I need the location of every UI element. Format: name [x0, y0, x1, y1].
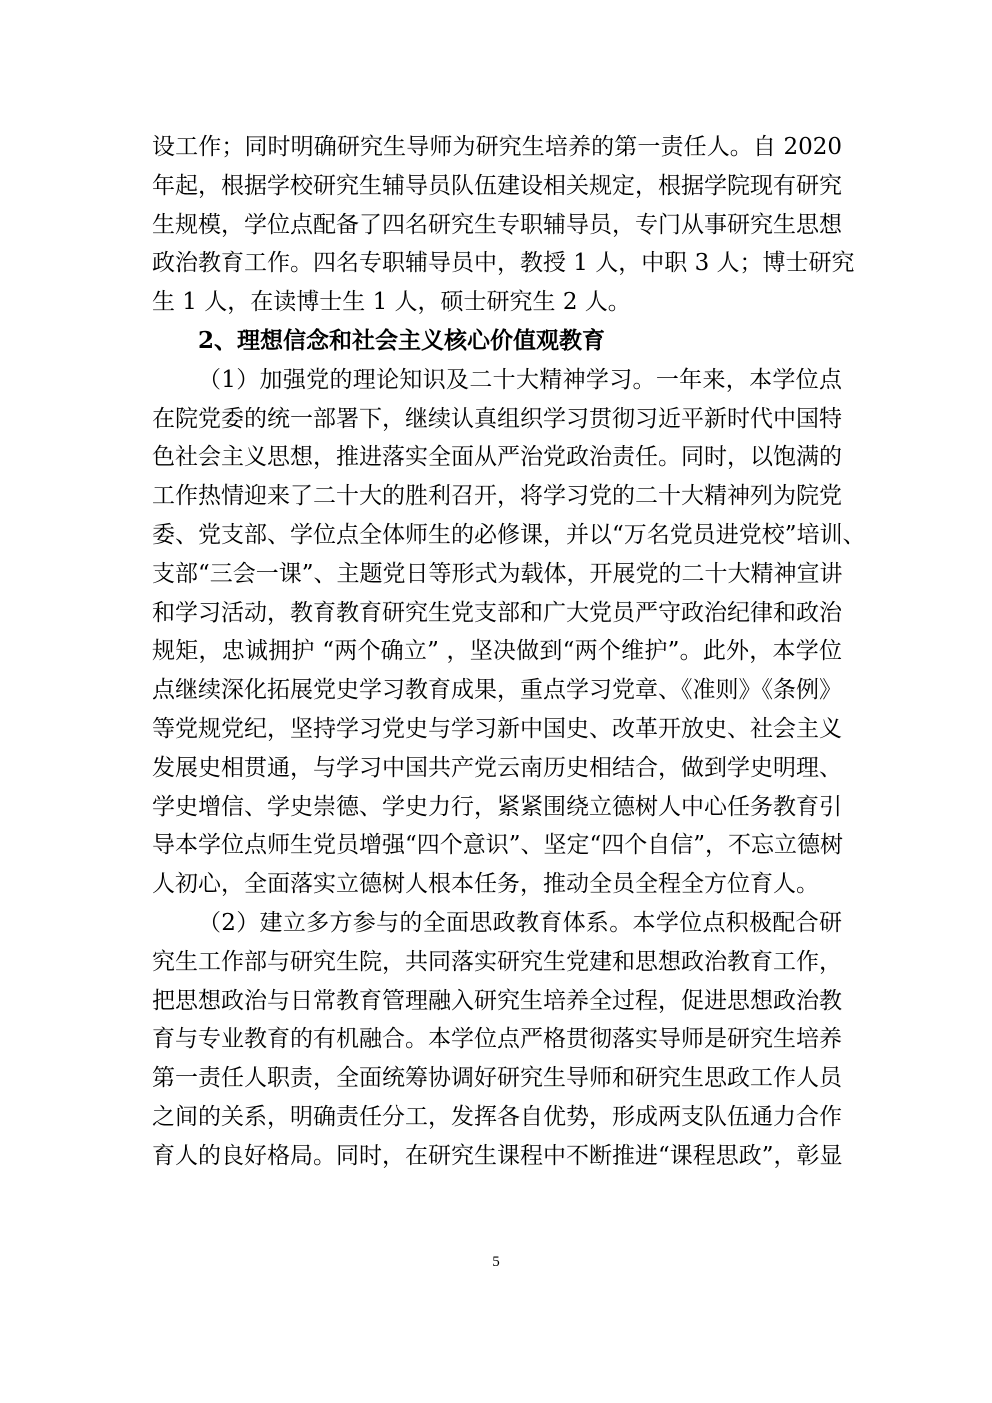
- text-line: 把思想政治与日常教育管理融入研究生培养全过程，促进思想政治教: [152, 987, 842, 1014]
- text-line: 生 1 人，在读博士生 1 人，硕士研究生 2 人。: [152, 289, 631, 316]
- text-line: 和学习活动，教育教育研究生党支部和广大党员严守政治纪律和政治: [152, 599, 842, 626]
- text-line: 设工作；同时明确研究生导师为研究生培养的第一责任人。自 2020: [152, 134, 842, 160]
- text-line: 生规模，学位点配备了四名研究生专职辅导员，专门从事研究生思想: [152, 211, 842, 238]
- text-line: 导本学位点师生党员增强“四个意识”、坚定“四个自信”，不忘立德树: [152, 832, 844, 859]
- text-line: 年起，根据学校研究生辅导员队伍建设相关规定，根据学院现有研究: [152, 172, 842, 199]
- text-line: （2）建立多方参与的全面思政教育体系。本学位点积极配合研: [198, 909, 842, 936]
- text-line: 工作热情迎来了二十大的胜利召开，将学习党的二十大精神列为院党: [152, 483, 842, 510]
- text-line: 等党规党纪，坚持学习党史与学习新中国史、改革开放史、社会主义: [152, 715, 842, 742]
- text-line: 在院党委的统一部署下，继续认真组织学习贯彻习近平新时代中国特: [152, 405, 842, 432]
- text-line: 之间的关系，明确责任分工，发挥各自优势，形成两支队伍通力合作: [152, 1103, 842, 1130]
- paragraph-party-theory: [152, 361, 866, 904]
- paragraph-ideological-education: [152, 904, 842, 1176]
- text-line: 色社会主义思想，推进落实全面从严治党政治责任。同时，以饱满的: [152, 444, 842, 471]
- text-line: 人初心，全面落实立德树人根本任务，推动全员全程全方位育人。: [152, 871, 819, 898]
- text-line: 点继续深化拓展党史学习教育成果，重点学习党章、《准则》《条例》: [152, 677, 842, 704]
- document-body: [152, 128, 866, 1176]
- page-number: 5: [492, 1254, 500, 1270]
- text-line: 发展史相贯通，与学习中国共产党云南历史相结合，做到学史明理、: [152, 754, 842, 781]
- text-line: 支部“三会一课”、主题党日等形式为载体，开展党的二十大精神宣讲: [152, 560, 843, 587]
- text-line: 第一责任人职责，全面统筹协调好研究生导师和研究生思政工作人员: [152, 1065, 842, 1092]
- text-line: 育人的良好格局。同时，在研究生课程中不断推进“课程思政”，彰显: [152, 1142, 843, 1169]
- text-line: 委、党支部、学位点全体师生的必修课，并以“万名党员进党校”培训、: [152, 521, 866, 548]
- text-line: 政治教育工作。四名专职辅导员中，教授 1 人，中职 3 人；博士研究: [152, 250, 855, 277]
- section-heading: 2、理想信念和社会主义核心价值观教育: [198, 326, 606, 354]
- text-line: 规矩，忠诚拥护 “两个确立” ，坚决做到“两个维护”。此外，本学位: [152, 638, 842, 665]
- opening-paragraph: [152, 128, 855, 322]
- text-line: 学史增信、学史崇德、学史力行，紧紧围绕立德树人中心任务教育引: [152, 793, 842, 820]
- text-line: 育与专业教育的有机融合。本学位点严格贯彻落实导师是研究生培养: [152, 1026, 842, 1053]
- text-line: 究生工作部与研究生院，共同落实研究生党建和思想政治教育工作，: [152, 948, 842, 975]
- text-line: （1）加强党的理论知识及二十大精神学习。一年来，本学位点: [198, 366, 842, 393]
